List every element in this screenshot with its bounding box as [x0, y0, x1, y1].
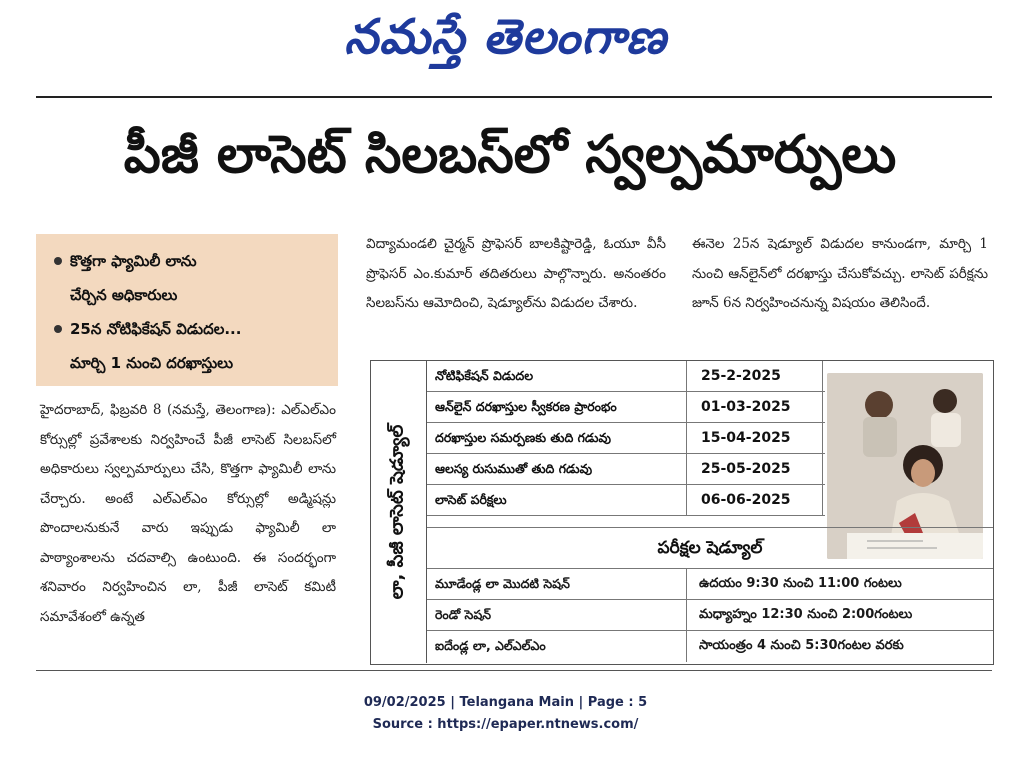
exam-time: మధ్యాహ్నం 12:30 నుంచి 2:00గంటలు — [699, 607, 913, 622]
schedule-event: ఆలస్య రుసుముతో తుది గడువు — [427, 454, 687, 485]
schedule-date: 25-05-2025 — [687, 454, 823, 485]
article-text: విద్యామండలి చైర్మన్ ప్రొఫెసర్ బాలకిష్టారెడ్డి, ఓయూ వీసీ ప్రొఫెసర్ ఎం.కుమార్ తదితరులు పాల్గొన్నారు. అనంతరం సిలబస్‌ను ఆమోదించి, షెడ్యూల్‌ను విడుదల చేశారు. — [366, 236, 666, 311]
footer-source-link[interactable]: Source : https://epaper.ntnews.com/ — [372, 717, 639, 732]
article-column-middle — [366, 230, 666, 319]
schedule-event: ఆన్‌లైన్ దరఖాస్తుల స్వీకరణ ప్రారంభం — [427, 392, 687, 423]
schedule-row — [427, 423, 825, 454]
schedule-row — [427, 454, 825, 485]
exam-session: మూడేండ్ల లా మొదటి సెషన్ — [427, 569, 687, 600]
schedule-event: నోటిఫికేషన్ విడుదల — [427, 361, 687, 392]
schedule-event: లాసెట్ పరీక్షలు — [427, 485, 687, 516]
highlight-item: కొత్తగా ఫ్యామిలీ లాను — [54, 244, 326, 278]
exam-row — [427, 631, 993, 662]
highlights-box — [36, 234, 338, 386]
schedule-date: 06-06-2025 — [687, 485, 823, 516]
schedule-row — [427, 485, 825, 516]
article-column-right — [692, 230, 988, 319]
schedule-date: 01-03-2025 — [687, 392, 823, 423]
newspaper-masthead: నమస్తే తెలంగాణ — [344, 9, 667, 65]
footer-edition-info: 09/02/2025 | Telangana Main | Page : 5 — [363, 695, 648, 710]
highlight-item: మార్చి 1 నుంచి దరఖాస్తులు — [70, 354, 234, 372]
schedule-event: దరఖాస్తుల సమర్పణకు తుది గడువు — [427, 423, 687, 454]
article-text: ఈనెల 25న షెడ్యూల్ విడుదల కానుండగా, మార్చి 1 నుంచి ఆన్‌లైన్‌లో దరఖాస్తు చేసుకోవచ్చు. లాసెట్ పరీక్షను జూన్ 6న నిర్వహించనున్న విషయం తెలిసిందే. — [692, 236, 988, 311]
article-headline: పీజీ లాసెట్ సిలబస్‌లో స్వల్పమార్పులు — [123, 125, 897, 185]
page-footer — [0, 692, 1011, 736]
exam-schedule-heading: పరీక్షల షెడ్యూల్ — [427, 527, 993, 569]
article-text: హైదరాబాద్, ఫిబ్రవరి 8 (నమస్తే, తెలంగాణ): ఎల్‌ఎల్‌ఎం కోర్సుల్లో ప్రవేశాలకు నిర్వహించే పీజీ లాసెట్ సిలబస్‌లో అధికారులు స్వల్పమార్పులు చేసి, కొత్తగా ఫ్యామిలీ లాను చేర్చారు. అంటే ఎల్‌ఎల్‌ఎం కోర్సుల్లో అడ్మిషన్లు పొందాలనుకునే వారు ఇప్పుడు ఫ్యామిలీ లా పాఠ్యాంశాలను చదవాల్సి ఉంటుంది. ఈ సందర్భంగా శనివారం నిర్వహించిన లా, పీజీ లాసెట్ కమిటీ సమావేశంలో ఉన్నత — [40, 402, 336, 625]
highlight-item: చేర్చిన అధికారులు — [70, 286, 178, 304]
masthead-divider — [36, 96, 992, 98]
exam-session: రెండో సెషన్ — [427, 600, 687, 631]
schedule-vertical-label-text: లా, పీజీ లాసెట్ షెడ్యూల్ — [386, 424, 407, 600]
schedule-date: 15-04-2025 — [687, 423, 823, 454]
exam-row — [427, 600, 993, 631]
highlight-item: 25న నోటిఫికేషన్ విడుదల... — [54, 312, 326, 346]
schedule-vertical-label — [371, 361, 427, 663]
schedule-row — [427, 392, 825, 423]
exam-time: ఉదయం 9:30 నుంచి 11:00 గంటలు — [699, 576, 902, 591]
exam-time: సాయంత్రం 4 నుంచి 5:30గంటల వరకు — [699, 638, 904, 653]
article-bottom-rule — [36, 670, 992, 671]
schedule-box — [370, 360, 994, 665]
exam-row — [427, 569, 993, 600]
article-column-left — [40, 396, 336, 632]
exam-session: ఐదేండ్ల లా, ఎల్‌ఎల్‌ఎం — [427, 631, 687, 662]
schedule-date: 25-2-2025 — [687, 361, 823, 392]
schedule-row — [427, 361, 825, 392]
